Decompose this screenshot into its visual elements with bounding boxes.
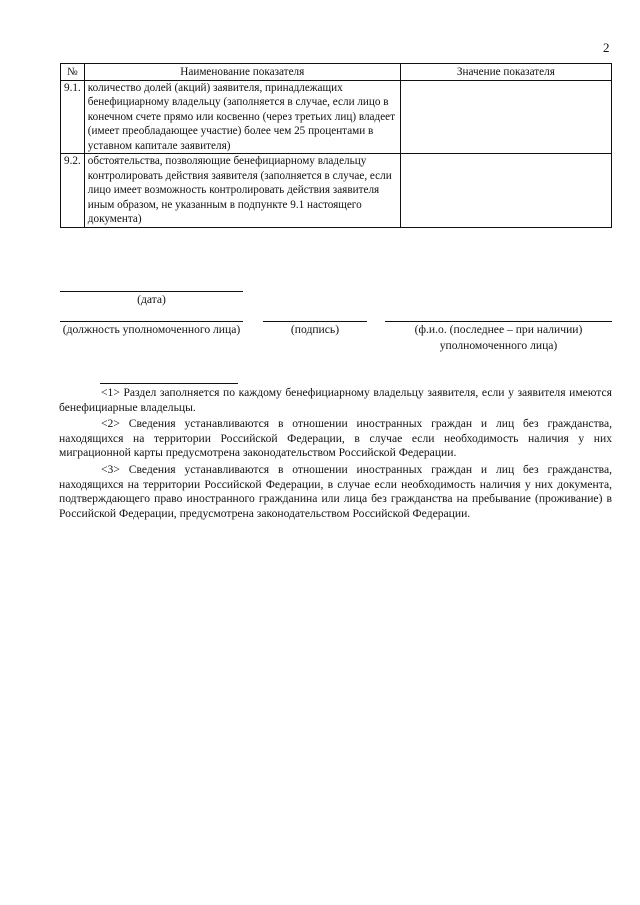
row-indicator-name: обстоятельства, позволяющие бенефициарному владельцу контролировать действия заявителя (заполняется в случае, если лицо имеет возможность контролировать действия заявителя иным образом, не указанным в подпункте 9.1 настоящего документа) (84, 154, 400, 228)
date-label: (дата) (137, 293, 166, 306)
page-number: 2 (603, 40, 610, 55)
row-indicator-value[interactable] (400, 80, 611, 154)
footnote-3: <3> Сведения устанавливаются в отношении иностранных граждан и лиц без гражданства, находящихся на территории Российской Федерации, в случае если необходимость наличия у них документа, подтверждающего право иностранного гражданина или лица без гражданства на пребывание (проживание) в Российской Федерации, предусмотрена законодательством Российской Федерации. (59, 462, 612, 520)
footnote-2: <2> Сведения устанавливаются в отношении иностранных граждан и лиц без гражданства, находящихся на территории Российской Федерации, в случае если необходимость наличия у них миграционной карты предусмотрена законодательством Российской Федерации. (59, 417, 612, 460)
footnote-1: <1> Раздел заполняется по каждому бенефициарному владельцу заявителя, если у заявителя имеются бенефициарные владельцы. (59, 386, 612, 414)
name-label: (ф.и.о. (последнее – при наличии) уполномоченного лица) (414, 323, 583, 352)
position-label: (должность уполномоченного лица) (62, 323, 241, 336)
header-indicator-name: Наименование показателя (84, 64, 400, 81)
footnote-separator (100, 383, 238, 384)
signature-label: (подпись) (290, 323, 340, 336)
footnotes (59, 386, 612, 523)
table-row (61, 154, 612, 228)
indicators-table (60, 63, 612, 228)
row-indicator-value[interactable] (400, 154, 611, 228)
header-number: № (61, 64, 85, 81)
row-number: 9.2. (61, 154, 85, 228)
table-header-row (61, 64, 612, 81)
row-number: 9.1. (61, 80, 85, 154)
row-indicator-name: количество долей (акций) заявителя, принадлежащих бенефициарному владельцу (заполняется в случае, если лицо в конечном счете прямо или косвенно (через третьих лиц) владеет (имеет преобладающее участие) более чем 25 процентами в уставном капитале заявителя) (84, 80, 400, 154)
header-indicator-value: Значение показателя (400, 64, 611, 81)
table-row (61, 80, 612, 154)
